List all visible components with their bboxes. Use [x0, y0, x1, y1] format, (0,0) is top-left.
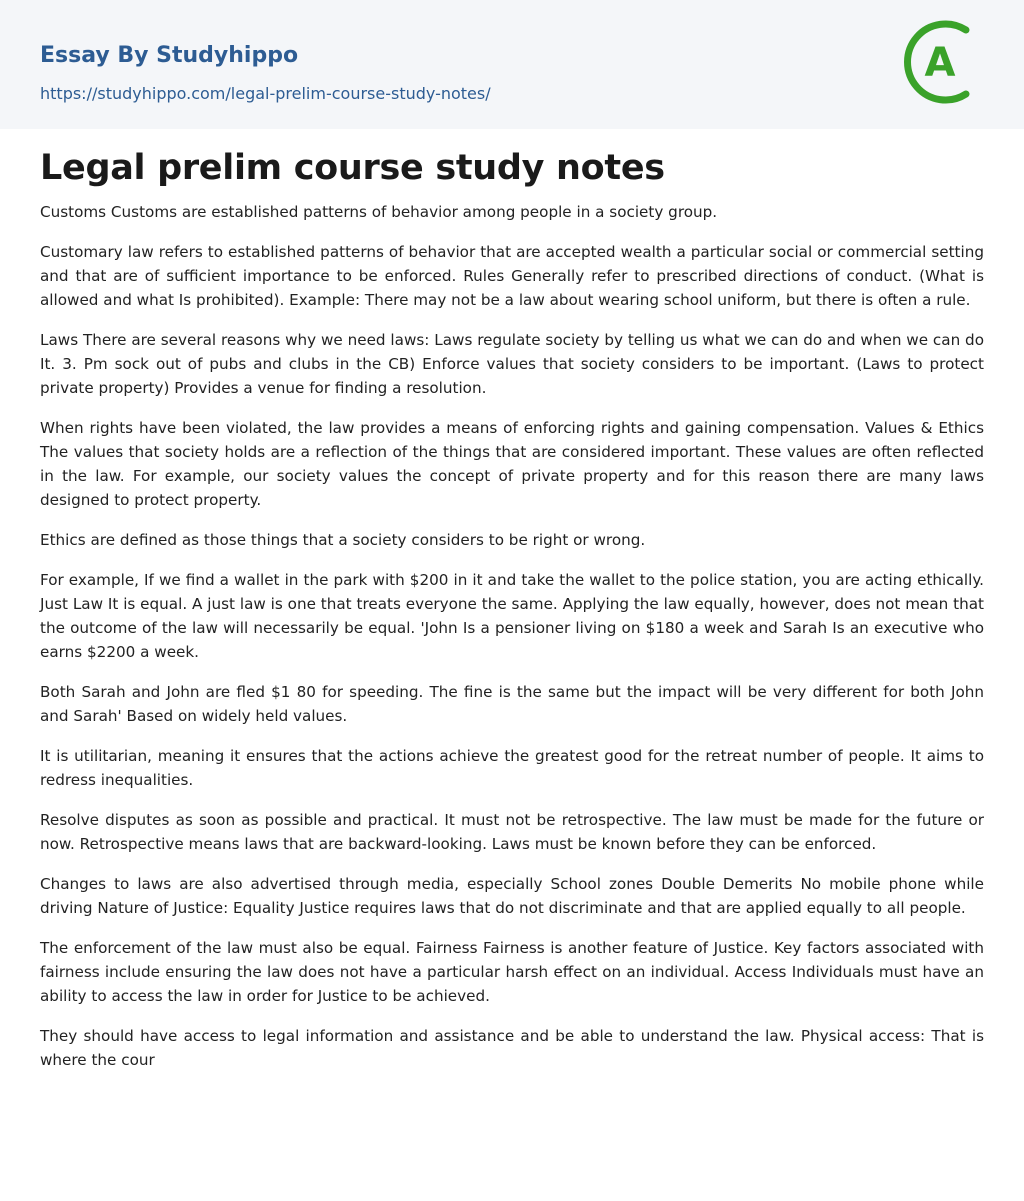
source-url-link[interactable]: https://studyhippo.com/legal-prelim-course-study-notes/ [40, 84, 491, 103]
essay-paragraph: They should have access to legal information and assistance and be able to understand the law. Physical access: That is where the cour [40, 1027, 984, 1069]
essay-paragraph: It is utilitarian, meaning it ensures that the actions achieve the greatest good for the retreat number of people. It aims to redress inequalities. [40, 747, 984, 789]
essay-paragraph: When rights have been violated, the law provides a means of enforcing rights and gaining compensation. Values & Ethics The values that society holds are a reflection of the things that are considered important. These values are often reflected in the law. For example, our society values the concept of private property and for this reason there are many laws designed to protect property. [40, 419, 984, 509]
studyhippo-logo-icon[interactable] [900, 16, 992, 108]
brand-title[interactable]: Essay By Studyhippo [40, 43, 299, 68]
essay-paragraph: Resolve disputes as soon as possible and practical. It must not be retrospective. The law must be made for the future or now. Retrospective means laws that are backward-looking. Laws must be known before they can be enforced. [40, 811, 984, 853]
essay-paragraph: Customs Customs are established patterns of behavior among people in a society group. [40, 203, 718, 221]
essay-paragraph: Customary law refers to established patterns of behavior that are accepted wealth a particular social or commercial setting and that are of sufficient importance to be enforced. Rules Generally refer to prescribed directions of conduct. (What is allowed and what Is prohibited). Example: There may not be a law about wearing school uniform, but there is often a rule. [40, 243, 984, 309]
essay-paragraph: Changes to laws are also advertised through media, especially School zones Double Demerits No mobile phone while driving Nature of Justice: Equality Justice requires laws that do not discriminate and that are applied equally to all people. [40, 875, 984, 917]
essay-body [40, 200, 984, 1088]
page-title: Legal prelim course study notes [40, 148, 665, 188]
essay-paragraph: Laws There are several reasons why we need laws: Laws regulate society by telling us what we can do and when we can do It. 3. Pm sock out of pubs and clubs in the CB) Enforce values that society considers to be important. (Laws to protect private property) Provides a venue for finding a resolution. [40, 331, 984, 397]
logo-letter: A [924, 40, 956, 86]
essay-paragraph: The enforcement of the law must also be equal. Fairness Fairness is another feature of Justice. Key factors associated with fairness include ensuring the law does not have a particular harsh effect on an individual. Access Individuals must have an ability to access the law in order for Justice to be achieved. [40, 939, 984, 1005]
essay-paragraph: For example, If we find a wallet in the park with $200 in it and take the wallet to the police station, you are acting ethically. Just Law It is equal. A just law is one that treats everyone the same. Applying the law equally, however, does not mean that the outcome of the law will necessarily be equal. 'John Is a pensioner living on $180 a week and Sarah Is an executive who earns $2200 a week. [40, 571, 984, 661]
essay-paragraph: Ethics are defined as those things that a society considers to be right or wrong. [40, 531, 646, 549]
essay-paragraph: Both Sarah and John are fled $1 80 for speeding. The fine is the same but the impact will be very different for both John and Sarah' Based on widely held values. [40, 683, 984, 725]
